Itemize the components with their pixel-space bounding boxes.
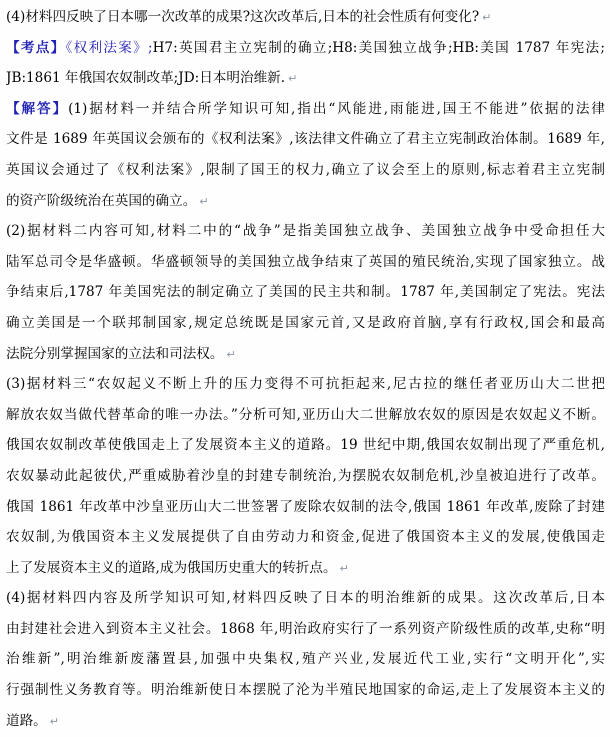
text-segment: 上了发展资本主义的道路,成为俄国历史重大的转折点。 [6,559,337,576]
text-segment: 英国议会通过了《权利法案》,限制了国王的权力,确立了议会至上的原则,标志着君主立宪制 [6,161,605,178]
text-line [6,216,605,247]
text-line [6,492,605,523]
text-segment: 农奴暴动此起彼伏,严重威胁着沙皇的封建专制统治,为摆脱农奴制危机,沙皇被迫进行了改革。 [6,467,605,484]
text-segment: 俄国农奴制改革使俄国走上了发展资本主义的道路。19 世纪中期,俄国农奴制出现了严重危机, [6,437,605,454]
text-segment: (2)据材料二内容可知,材料二中的“战争”是指美国独立战争、美国独立战争中受命担任大 [6,223,605,240]
paragraph-mark-icon: ↵ [482,11,492,24]
text-line [6,400,605,431]
text-segment: 的资产阶级统治在英国的确立。 [6,192,197,209]
text-segment: 陆军总司令是华盛顿。华盛顿领导的美国独立战争结束了英国的殖民统治,实现了国家独立。战 [6,253,605,270]
text-line [6,339,605,370]
text-line [6,614,605,645]
text-segment: 俄国 1861 年改革中沙皇亚历山大二世签署了废除农奴制的法令,俄国 1861 年改革,废除了封建 [6,498,605,515]
paragraph-jieda-1 [6,94,605,216]
text-line [6,675,605,706]
text-segment: (1)据材料一并结合所学知识可知,指出“风能进,雨能进,国王不能进”依据的法律 [68,100,605,117]
section-label: 【解答】 [6,100,69,117]
section-label: 《权利法案》; [65,39,153,56]
text-line [6,308,605,339]
text-line [6,247,605,278]
text-line [6,186,605,217]
paragraph-question-4 [6,2,605,33]
text-segment: 争结束后,1787 年美国宪法的制定确立了美国的民主共和制。1787 年,美国制定了宪法。宪法 [6,284,605,301]
text-segment: (3)据材料三“农奴起义不断上升的压力变得不可抗拒起来,尼古拉的继任者亚历山大二世把 [6,376,605,393]
text-segment: 道路。 [6,712,47,729]
text-line [6,2,605,33]
text-line [6,461,605,492]
text-line [6,706,605,737]
paragraph-mark-icon: ↵ [49,714,59,728]
paragraph-jieda-3 [6,369,605,583]
paragraph-jieda-4 [6,583,605,736]
paragraph-kaodian [6,33,605,94]
paragraph-mark-icon: ↵ [339,561,349,575]
text-segment: 确立美国是一个联邦制国家,规定总统既是国家元首,又是政府首脑,享有行政权,国会和最高 [6,314,605,331]
text-line [6,553,605,584]
text-segment: 文件是 1689 年英国议会颁布的《权利法案》,该法律文件确立了君主立宪制政治体制。1689 年, [6,131,605,148]
text-line [6,644,605,675]
text-segment: 法院分别掌握国家的立法和司法权。 [6,345,224,362]
paragraph-mark-icon: ↵ [288,72,298,86]
text-line [6,124,605,155]
text-segment: 解放农奴当做代替革命的唯一办法。”分析可知,亚历山大二世解放农奴的原因是农奴起义不断。 [6,406,605,423]
text-line [6,94,605,125]
text-line [6,583,605,614]
text-line [6,63,605,94]
paragraph-mark-icon: ↵ [199,194,209,208]
text-segment: (4)材料四反映了日本哪一次改革的成果?这次改革后,日本的社会性质有何变化? [6,9,480,25]
text-line [6,369,605,400]
text-line [6,33,605,64]
text-line [6,155,605,186]
section-label: 【考点】 [6,39,66,56]
text-line [6,277,605,308]
text-segment: JB:1861 年俄国农奴制改革;JD:日本明治维新. [6,70,286,87]
text-segment: 由封建社会进入到资本主义社会。1868 年,明治政府实行了一系列资产阶级性质的改革,史称“明 [6,620,605,637]
text-line [6,522,605,553]
paragraph-mark-icon: ↵ [226,347,236,361]
paragraph-jieda-2 [6,216,605,369]
text-segment: H7:英国君主立宪制的确立;H8:美国独立战争;HB:美国 1787 年宪法; [152,39,605,56]
text-segment: 行强制性义务教育等。明治维新使日本摆脱了沦为半殖民地国家的命运,走上了发展资本主义的 [6,682,605,699]
text-line [6,430,605,461]
text-segment: 治维新”,明治维新废藩置县,加强中央集权,殖产兴业,发展近代工业,实行“文明开化”,实 [6,651,605,668]
text-segment: (4)据材料四内容及所学知识可知,材料四反映了日本的明治维新的成果。这次改革后,日本 [6,590,605,607]
text-segment: 农奴制,为俄国资本主义发展提供了自由劳动力和资金,促进了俄国资本主义的发展,使俄国走 [6,529,605,546]
